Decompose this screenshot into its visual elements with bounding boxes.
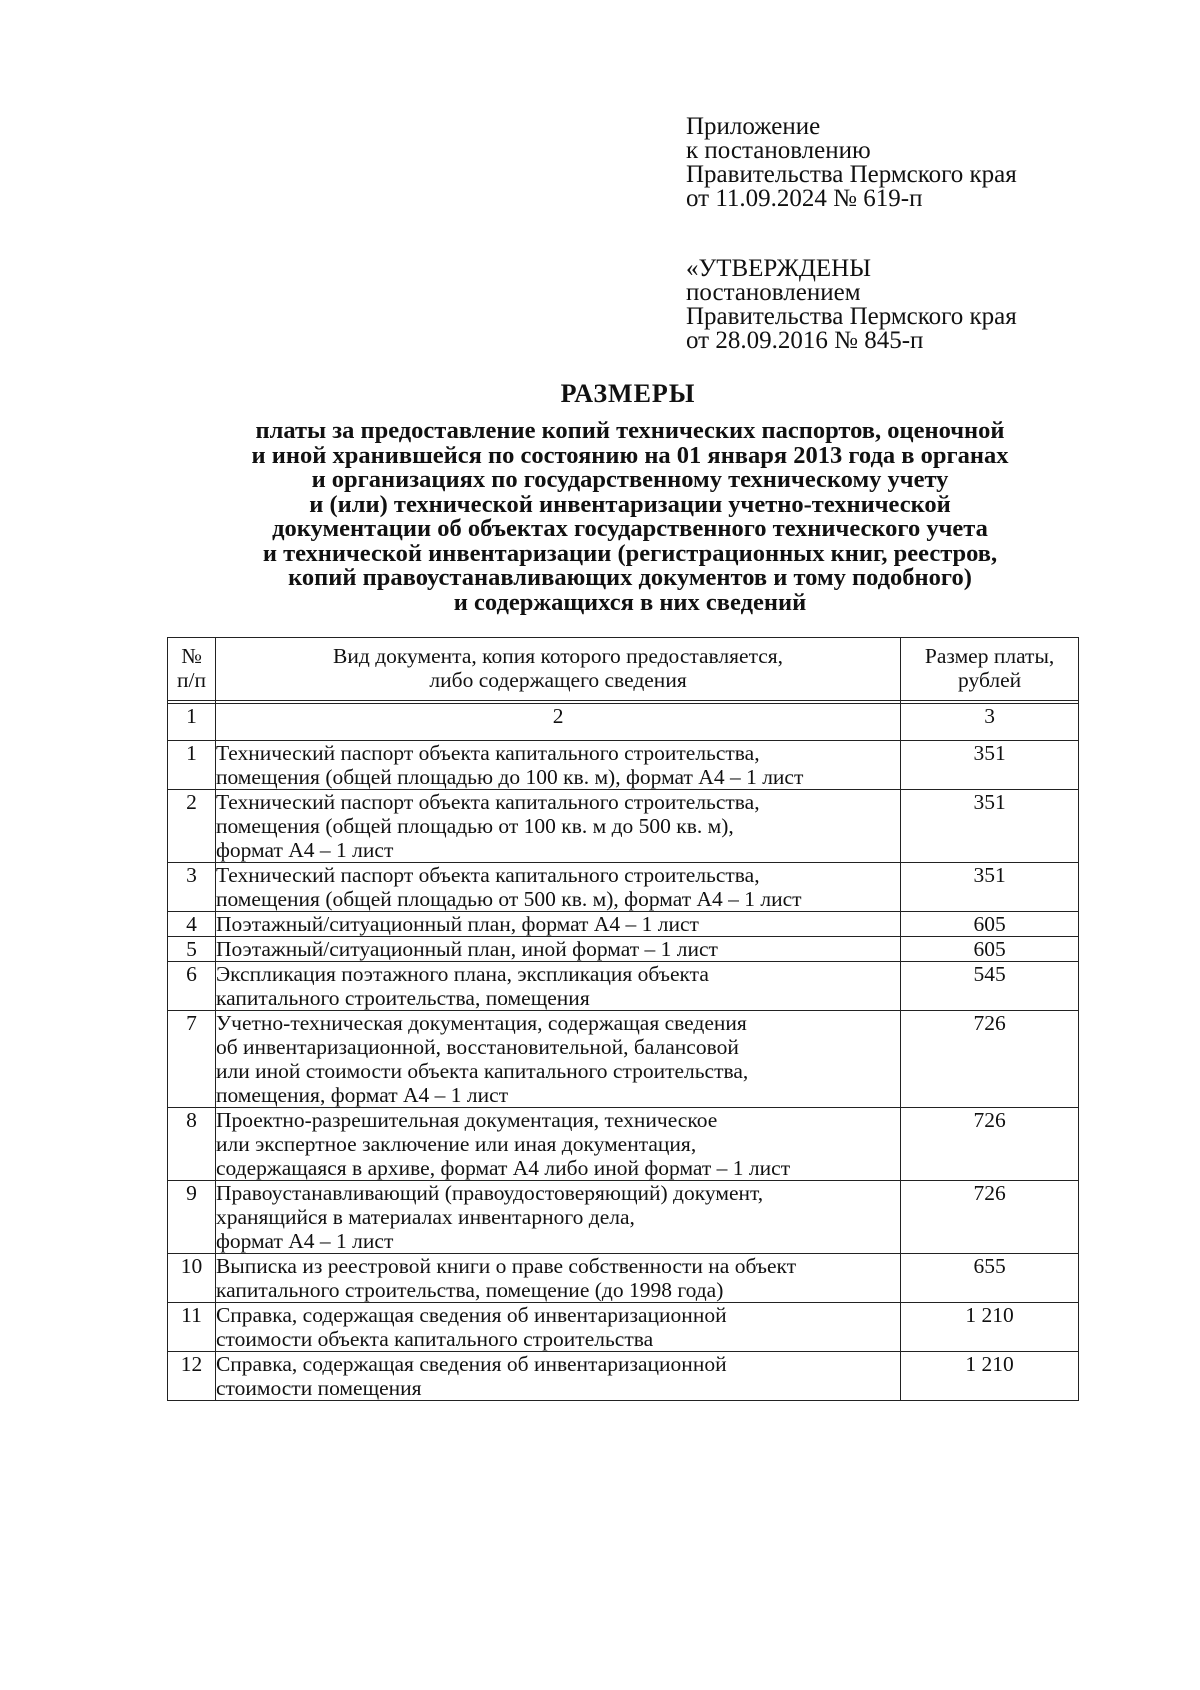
table-row [168,741,1079,790]
fee-amount: 605 [901,912,1079,937]
document-type-line: стоимости помещения [215,1376,422,1400]
row-number: 8 [168,1108,216,1181]
fee-amount: 545 [901,962,1079,1011]
header-document-line: Вид документа, копия которого предоставляется, [333,644,784,668]
approval-block [686,257,1106,353]
document-type-line: Справка, содержащая сведения об инвентаризационной [215,1303,727,1327]
header-number-line: п/п [176,668,206,692]
subtitle-line: и иной хранившейся по состоянию на 01 января 2013 года в органах [251,441,1009,469]
fee-amount: 1 210 [901,1352,1079,1401]
fee-amount: 726 [901,1011,1079,1108]
document-type-line: Технический паспорт объекта капитального строительства, [215,863,760,887]
table-row [168,962,1079,1011]
table-row [168,1254,1079,1303]
approval-line: от 28.09.2016 № 845-п [686,327,924,354]
row-number: 11 [168,1303,216,1352]
fee-amount: 351 [901,741,1079,790]
document-type-line: Экспликация поэтажного плана, экспликация объекта [215,962,709,986]
document-type-cell [215,1181,900,1254]
table-row [168,1352,1079,1401]
fee-table [167,637,1079,1401]
row-number: 2 [168,790,216,863]
header-fee-line: рублей [958,668,1022,692]
header-document-cell [215,638,900,701]
document-type-cell [215,790,900,863]
appendix-line: Правительства Пермского края [686,161,1017,188]
document-title: РАЗМЕРЫ [560,379,696,408]
document-type-cell [215,1352,900,1401]
column-number: 3 [901,704,1079,741]
document-type-line: Правоустанавливающий (правоудостоверяющий) документ, [215,1181,764,1205]
document-type-cell [215,1254,900,1303]
document-type-line: Технический паспорт объекта капитального строительства, [215,741,760,765]
row-number: 12 [168,1352,216,1401]
document-type-line: или иной стоимости объекта капитального строительства, [215,1059,749,1083]
document-type-line: об инвентаризационной, восстановительной, балансовой [215,1035,739,1059]
document-type-cell [215,1011,900,1108]
column-number: 1 [168,704,216,741]
document-type-cell [215,741,900,790]
document-type-line: помещения (общей площадью от 100 кв. м до 500 кв. м), [215,814,734,838]
document-type-line: помещения (общей площадью от 500 кв. м), формат А4 – 1 лист [215,887,802,911]
header-number-line: № [181,644,202,668]
fee-amount: 605 [901,937,1079,962]
fee-amount: 1 210 [901,1303,1079,1352]
table-row [168,1303,1079,1352]
table-row [168,1011,1079,1108]
subtitle-line: и (или) технической инвентаризации учетно-технической [309,490,951,518]
fee-amount: 655 [901,1254,1079,1303]
fee-amount: 351 [901,863,1079,912]
approval-line: постановлением [686,279,861,306]
appendix-block [686,115,1106,211]
document-type-line: стоимости объекта капитального строительства [215,1327,654,1351]
document-type-line: капитального строительства, помещение (до 1998 года) [215,1278,724,1302]
header-fee-cell [901,638,1079,701]
table-row [168,790,1079,863]
appendix-line: к постановлению [686,137,871,164]
document-type-line: или экспертное заключение или иная документация, [215,1132,697,1156]
column-number: 2 [215,704,900,741]
document-type-cell [215,912,900,937]
row-number: 5 [168,937,216,962]
document-type-line: формат А4 – 1 лист [215,838,394,862]
document-type-line: формат А4 – 1 лист [215,1229,394,1253]
row-number: 6 [168,962,216,1011]
approval-line: «УТВЕРЖДЕНЫ [686,255,872,282]
fee-amount: 726 [901,1181,1079,1254]
subtitle-line: документации об объектах государственного технического учета [272,515,988,542]
header-document-line: либо содержащего сведения [429,668,687,692]
appendix-line: Приложение [686,113,821,140]
document-type-line: Поэтажный/ситуационный план, формат А4 – 1 лист [215,912,699,936]
subtitle-line: и технической инвентаризации (регистрационных книг, реестров, [262,539,998,567]
table-row [168,937,1079,962]
row-number: 7 [168,1011,216,1108]
document-type-line: Проектно-разрешительная документация, техническое [215,1108,718,1132]
subtitle-line: платы за предоставление копий технических паспортов, оценочной [255,417,1005,444]
document-type-cell [215,863,900,912]
table-row [168,863,1079,912]
document-type-line: помещения, формат А4 – 1 лист [215,1083,509,1107]
subtitle-line: и содержащихся в них сведений [453,588,807,616]
table-row [168,912,1079,937]
table-row [168,1181,1079,1254]
document-type-line: Учетно-техническая документация, содержащая сведения [215,1011,747,1035]
approval-line: Правительства Пермского края [686,303,1017,330]
subtitle-line: и организациях по государственному техническому учету [311,466,949,493]
row-number: 9 [168,1181,216,1254]
document-type-line: капитального строительства, помещения [215,986,590,1010]
document-subtitle [150,419,1110,615]
document-type-line: содержащаяся в архиве, формат А4 либо иной формат – 1 лист [215,1156,791,1180]
row-number: 10 [168,1254,216,1303]
document-type-cell [215,937,900,962]
subtitle-line: копий правоустанавливающих документов и тому подобного) [288,564,972,591]
document-type-line: хранящийся в материалах инвентарного дела, [215,1205,635,1229]
row-number: 1 [168,741,216,790]
fee-amount: 351 [901,790,1079,863]
document-type-line: Технический паспорт объекта капитального строительства, [215,790,760,814]
row-number: 3 [168,863,216,912]
document-type-line: помещения (общей площадью до 100 кв. м), формат А4 – 1 лист [215,765,804,789]
row-number: 4 [168,912,216,937]
header-number-cell [168,638,216,701]
document-type-line: Поэтажный/ситуационный план, иной формат – 1 лист [215,937,718,961]
document-type-cell [215,1303,900,1352]
document-type-cell [215,962,900,1011]
table-row [168,1108,1079,1181]
document-type-line: Выписка из реестровой книги о праве собственности на объект [215,1254,797,1278]
header-fee-line: Размер платы, [924,644,1055,668]
document-type-cell [215,1108,900,1181]
table-header-row [168,638,1079,701]
fee-amount: 726 [901,1108,1079,1181]
document-type-line: Справка, содержащая сведения об инвентаризационной [215,1352,727,1376]
appendix-line: от 11.09.2024 № 619-п [686,185,923,212]
column-numbers-row [168,704,1079,741]
